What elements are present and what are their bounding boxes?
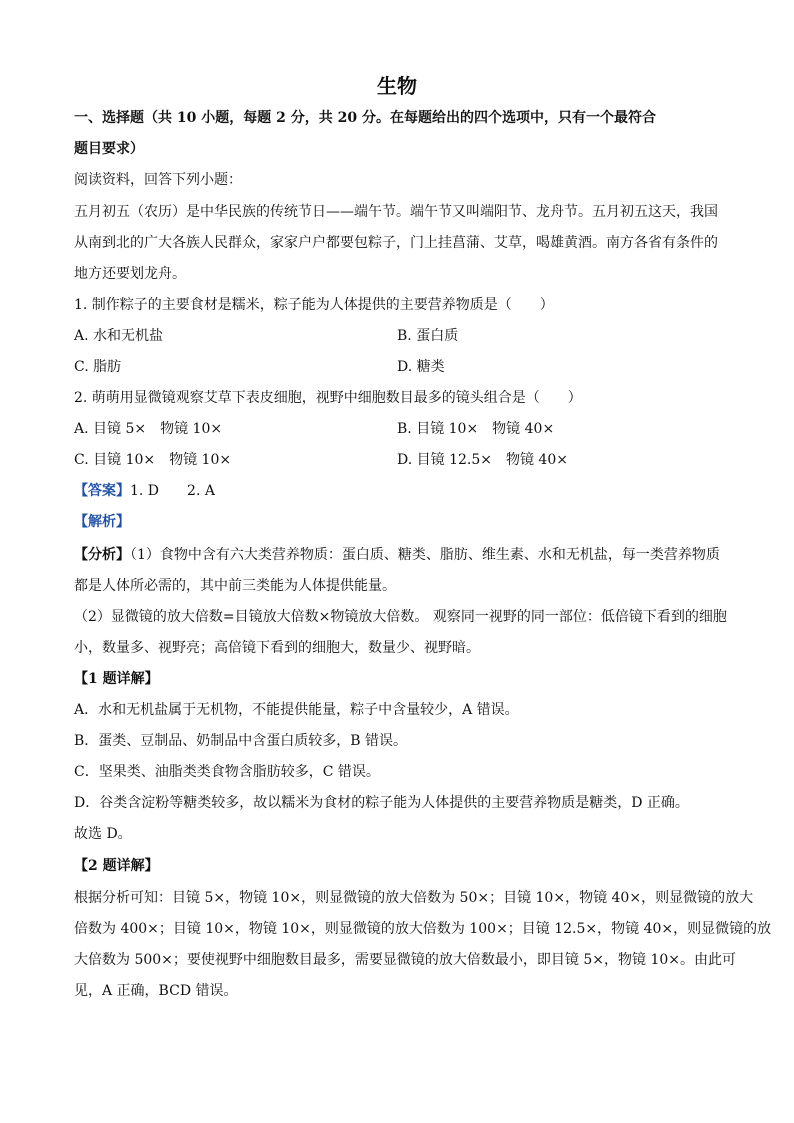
question-2-option-d: D. 目镜 12.5× 物镜 40× [397,452,568,468]
detail-2-line-2: 倍数为 400×；目镜 10×，物镜 10×，则显微镜的放大倍数为 100×；目镜 12.5×，物镜 40×，则显微镜的放 [74,921,772,937]
detail-1-line-c: C．坚果类、油脂类类食物含脂肪较多，C 错误。 [74,764,380,780]
detail-1-line-d: D．谷类含淀粉等糖类较多，故以糯米为食材的粽子能为人体提供的主要营养物质是糖类，D 正确。 [74,795,689,811]
question-2-option-c: C. 目镜 10× 物镜 10× [74,452,232,468]
detail-2-line-3: 大倍数为 500×；要使视野中细胞数目最多，需要显微镜的放大倍数最小，即目镜 5×，物镜 10×。由此可 [74,952,736,968]
question-2-option-a: A. 目镜 5× 物镜 10× [74,421,223,437]
detail-2-line-1: 根据分析可知：目镜 5×，物镜 10×，则显微镜的放大倍数为 50×；目镜 10×，物镜 40×，则显微镜的放大 [74,890,754,906]
detail-1-conclusion: 故选 D。 [74,826,132,842]
analysis-sub-label: 【分析】 [74,547,130,563]
section-heading-line-2: 题目要求） [74,141,144,157]
answer-label: 【答案】 [74,483,130,499]
detail-1-line-b: B．蛋类、豆制品、奶制品中含蛋白质较多，B 错误。 [74,733,408,749]
question-1-option-b: B. 蛋白质 [397,328,459,344]
passage-line-3: 地方还要划龙舟。 [74,266,186,282]
question-1-option-c: C. 脂肪 [74,359,122,375]
analysis-heading [74,512,724,532]
question-2-option-b: B. 目镜 10× 物镜 40× [397,421,555,437]
question-1-option-d: D. 糖类 [397,359,445,375]
detail-1-label: 【1 题详解】 [74,671,159,687]
passage-line-1: 五月初五（农历）是中华民族的传统节日——端午节。端午节又叫端阳节、龙舟节。五月初五这天，我国 [74,204,718,220]
question-1-option-a: A. 水和无机盐 [74,328,164,344]
analysis-line-3: （2）显微镜的放大倍数=目镜放大倍数×物镜放大倍数。 观察同一视野的同一部位：低倍镜下看到的细胞 [74,609,727,625]
reading-intro: 阅读资料，回答下列小题： [74,172,242,188]
question-1-stem: 1. 制作粽子的主要食材是糯米，粽子能为人体提供的主要营养物质是（ ） [74,297,554,313]
passage-line-2: 从南到北的广大各族人民群众，家家户户都要包粽子，门上挂菖蒲、艾草，喝雄黄酒。南方各省有条件的 [74,235,718,251]
analysis-line-1 [74,545,724,565]
analysis-line-4: 小，数量多、视野亮；高倍镜下看到的细胞大，数量少、视野暗。 [74,640,480,656]
answer-value: 1. D 2. A [130,483,215,499]
question-2-stem: 2. 萌萌用显微镜观察艾草下表皮细胞，视野中细胞数目最多的镜头组合是（ ） [74,390,582,406]
analysis-text-1: （1）食物中含有六大类营养物质：蛋白质、糖类、脂肪、维生素、水和无机盐，每一类营养物质 [130,547,720,563]
answer-line [74,481,724,501]
analysis-line-2: 都是人体所必需的，其中前三类能为人体提供能量。 [74,578,396,594]
detail-1-line-a: A．水和无机盐属于无机物，不能提供能量，粽子中含量较少，A 错误。 [74,702,519,718]
analysis-label: 【解析】 [74,514,130,530]
section-heading-line-1: 一、选择题（共 10 小题，每题 2 分，共 20 分。在每题给出的四个选项中，只有一个最符合 [74,110,656,126]
detail-2-line-4: 见，A 正确，BCD 错误。 [74,983,238,999]
page-title: 生物 [377,74,417,98]
detail-2-label: 【2 题详解】 [74,858,159,874]
